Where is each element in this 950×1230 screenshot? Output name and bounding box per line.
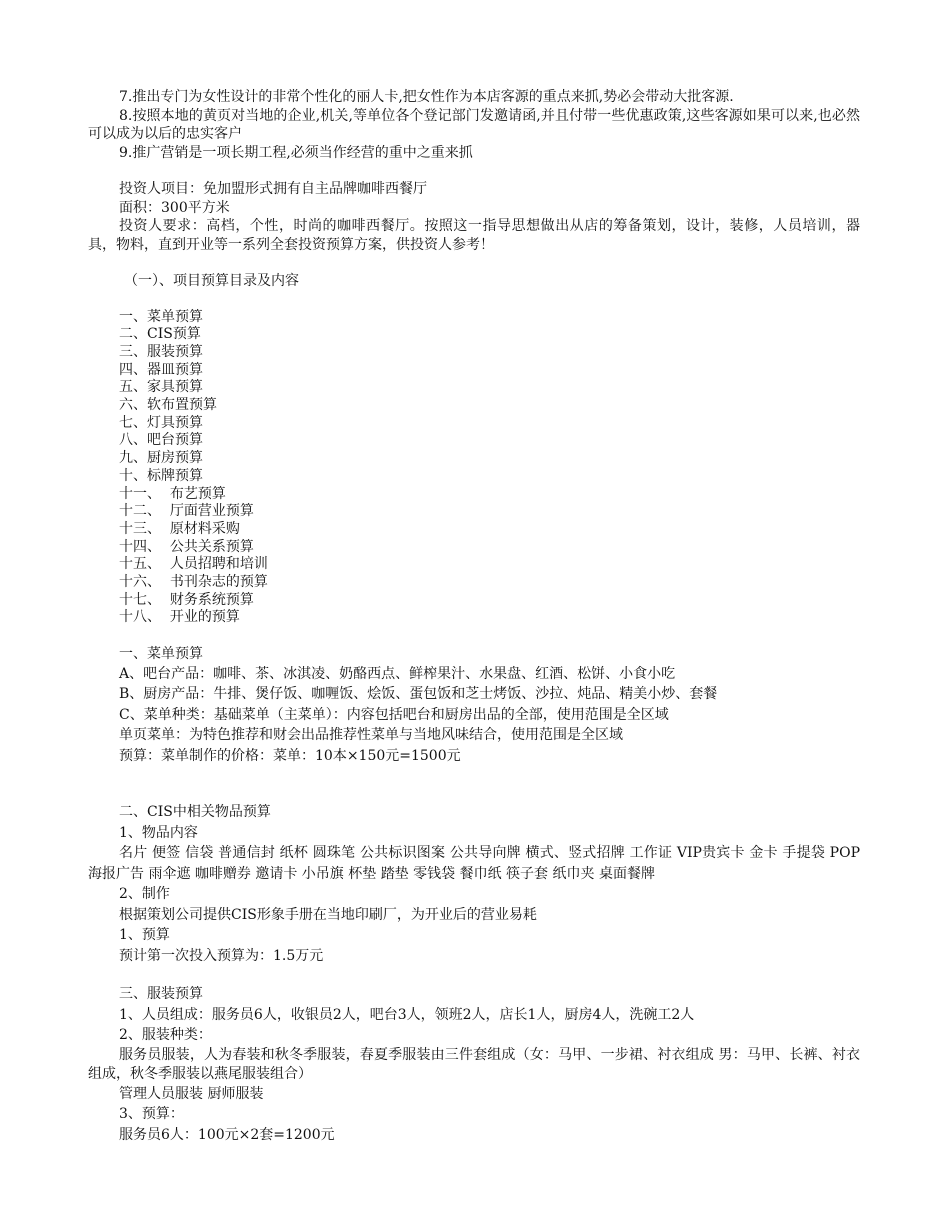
project-area: 面积：300平方米 (119, 199, 230, 216)
section-heading: 三、服装预算 (119, 986, 203, 1003)
uniform-budget-section (88, 984, 860, 1145)
tip-7: 7.推出专门为女性设计的非常个性化的丽人卡,把女性作为本店客源的重点来抓,势必会带动大批客源. (119, 89, 734, 105)
section-heading: 一、菜单预算 (119, 646, 203, 663)
toc-item: 七、灯具预算 (119, 414, 203, 431)
cis-line: 1、预算 (119, 927, 170, 944)
tip-8: 8.按照本地的黄页对当地的企业,机关,等单位各个登记部门发邀请函,并且付带一些优惠政策,这些客源如果可以来,也必然可以成为以后的忠实客户 (88, 107, 860, 142)
toc-item: 十六、 书刊杂志的预算 (119, 574, 268, 591)
promotion-tips (88, 88, 860, 162)
uniform-line: 服务员6人：100元×2套=1200元 (119, 1126, 335, 1143)
menu-line: A、吧台产品：咖啡、茶、冰淇凌、奶酪西点、鲜榨果汁、水果盘、红酒、松饼、小食小吃 (119, 665, 676, 682)
toc-item: 五、家具预算 (119, 379, 203, 396)
document-body (88, 88, 860, 1145)
toc-item: 九、厨房预算 (119, 450, 203, 467)
uniform-line: 1、人员组成：服务员6人，收银员2人，吧台3人，领班2人，店长1人，厨房4人，洗碗工2人 (119, 1006, 695, 1023)
toc-item: 十二、 厅面营业预算 (119, 503, 254, 520)
menu-line: 单页菜单：为特色推荐和财会出品推荐性菜单与当地风味结合，使用范围是全区域 (119, 727, 623, 744)
section-heading: 二、CIS中相关物品预算 (119, 804, 271, 821)
cis-line: 名片 便签 信袋 普通信封 纸杯 圆珠笔 公共标识图案 公共导向牌 横式、竖式招牌 工作证 VIP贵宾卡 金卡 手提袋 POP海报广告 雨伞遮 咖啡赠券 邀请卡 小吊旗 杯垫 踏垫 零钱袋 餐巾纸 筷子套 纸巾夹 桌面餐牌 (88, 845, 860, 882)
uniform-line: 3、预算： (119, 1106, 184, 1123)
toc-item: 四、器皿预算 (119, 361, 203, 378)
menu-line: B、厨房产品：牛排、煲仔饭、咖喱饭、烩饭、蛋包饭和芝士烤饭、沙拉、炖品、精美小炒、套餐 (119, 686, 718, 703)
toc-heading: （一）、项目预算目录及内容 (124, 273, 299, 289)
toc-item: 十八、 开业的预算 (119, 609, 240, 626)
cis-line: 1、物品内容 (119, 824, 198, 841)
toc-item: 十、标牌预算 (119, 467, 203, 484)
cis-line: 根据策划公司提供CIS形象手册在当地印刷厂，为开业后的营业易耗 (119, 906, 537, 923)
cis-line: 预计第一次投入预算为：1.5万元 (119, 947, 324, 964)
toc-item: 一、菜单预算 (119, 308, 203, 325)
project-requirement: 投资人要求：高档，个性，时尚的咖啡西餐厅。按照这一指导思想做出从店的筹备策划，设计，装修，人员培训，器具，物料，直到开业等一系列全套投资预算方案，供投资人参考！ (88, 218, 860, 253)
budget-table-of-contents (88, 309, 860, 628)
toc-item: 十三、 原材料采购 (119, 520, 240, 537)
menu-line: 预算：菜单制作的价格：菜单：10本×150元=1500元 (119, 747, 461, 764)
cis-budget-section (88, 802, 860, 966)
toc-item: 十五、 人员招聘和培训 (119, 556, 268, 573)
uniform-line: 2、服装种类： (119, 1027, 212, 1044)
toc-item: 八、吧台预算 (119, 432, 203, 449)
toc-item: 十七、 财务系统预算 (119, 591, 254, 608)
toc-item: 三、服装预算 (119, 343, 203, 360)
project-name: 投资人项目：免加盟形式拥有自主品牌咖啡西餐厅 (119, 181, 427, 197)
menu-budget-section (88, 645, 860, 766)
cis-line: 2、制作 (119, 886, 170, 903)
toc-item: 六、软布置预算 (119, 397, 217, 414)
toc-item: 十四、 公共关系预算 (119, 538, 254, 555)
uniform-line: 管理人员服装 厨师服装 (119, 1085, 264, 1102)
uniform-line: 服务员服装，人为春装和秋冬季服装，春夏季服装由三件套组成（女：马甲、一步裙、衬衣组成 男：马甲、长裤、衬衣组成，秋冬季服装以燕尾服装组合） (88, 1046, 860, 1082)
tip-9: 9.推广营销是一项长期工程,必须当作经营的重中之重来抓 (119, 144, 473, 161)
menu-line: C、菜单种类：基础菜单（主菜单）：内容包括吧台和厨房出品的全部，使用范围是全区域 (119, 706, 669, 723)
project-info (88, 180, 860, 254)
toc-item: 十一、 布艺预算 (119, 485, 226, 502)
toc-item: 二、CIS预算 (119, 326, 201, 343)
